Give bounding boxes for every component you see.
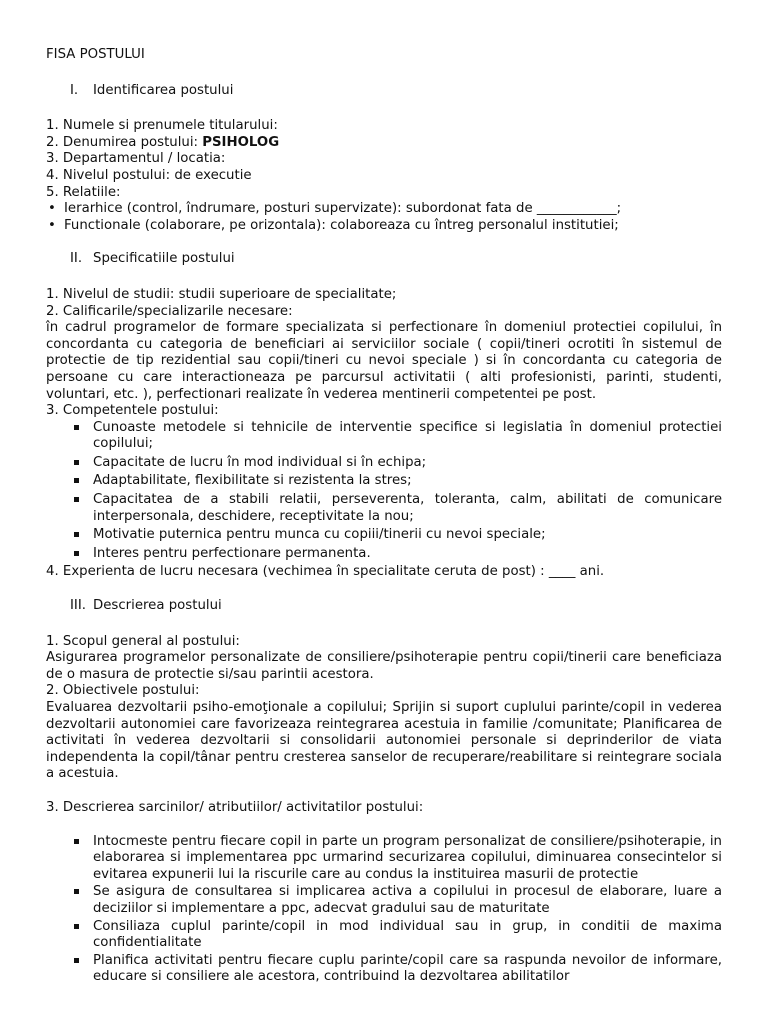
section-heading-identification <box>70 83 722 100</box>
competences-list <box>72 420 722 563</box>
field-line: 5. Relatiile: <box>46 184 121 200</box>
list-item: Consiliaza cuplul parinte/copil in mod individual sau in grup, in conditii de maxima confidentialitate <box>72 919 722 952</box>
list-item: Capacitate de lucru în mod individual si în echipa; <box>72 455 722 472</box>
document-title: FISA POSTULUI <box>46 47 145 62</box>
section-number: I. <box>70 82 79 98</box>
section-title: Specificatiile postului <box>93 251 235 267</box>
section-title: Descrierea postului <box>93 598 222 614</box>
field-line: 4. Experienta de lucru necesara (vechimea în specialitate ceruta de post) : ____ ani. <box>46 564 605 580</box>
field-line: 1. Scopul general al postului: <box>46 633 240 649</box>
section-number: III. <box>70 598 86 614</box>
list-item: Interes pentru perfectionare permanenta. <box>72 546 722 563</box>
list-item: Motivatie puternica pentru munca cu copiii/tinerii cu nevoi speciale; <box>72 527 722 544</box>
list-item: Intocmeste pentru fiecare copil in parte un program personalizat de consiliere/psihoterapie, in elaborarea si implementarea ppc urmarind securizarea copilului, diminuarea consecintelor si evitarea expunerii lui la riscurile care au condus la instituirea masurii de protectie <box>72 834 722 884</box>
relations-list <box>46 201 722 234</box>
section-number: II. <box>70 251 83 267</box>
field-line: 4. Nivelul postului: de executie <box>46 167 252 183</box>
field-line-job-name <box>46 135 722 152</box>
document-page <box>46 47 722 987</box>
qualifications-paragraph: în cadrul programelor de formare specializata si perfectionare în domeniul protectiei copilului, în concordanta cu categoria de beneficiari ai serviciilor sociale ( copii/tineri ocrotiti în sistemul de protectie de tip rezidential sau copii/tineri cu nevoi speciale ) si în concordanta cu categoria de persoane cu care interactioneaza pe parcursul activitatii ( alti profesionisti, parinti, studenti, voluntari, etc. ), perfectionari realizate în vederea mentinerii competentei pe post. <box>46 320 722 402</box>
list-item: Capacitatea de a stabili relatii, perseverenta, toleranta, calm, abilitati de comunicare interpersonala, deschidere, receptivitate la nou; <box>72 492 722 525</box>
field-line: 3. Departamentul / locatia: <box>46 151 226 167</box>
field-line: 1. Numele si prenumele titularului: <box>46 118 278 134</box>
field-line: 2. Obiectivele postului: <box>46 683 200 699</box>
list-item: Planifica activitati pentru fiecare cuplu parinte/copil care sa raspunda nevoilor de informare, educare si consiliere ale acestora, contribuind la dezvoltarea abilitatilor <box>72 953 722 986</box>
list-item: Se asigura de consultarea si implicarea activa a copilului in procesul de elaborare, luare a deciziilor si implementare a ppc, adecvat gradului sau de maturitate <box>72 884 722 917</box>
section-heading-specifications <box>70 251 722 268</box>
section-title: Identificarea postului <box>93 82 234 98</box>
job-title-value: PSIHOLOG <box>202 134 280 150</box>
list-item: • Ierarhice (control, îndrumare, posturi supervizate): subordonat fata de ____________; <box>46 201 722 218</box>
field-line: 3. Descrierea sarcinilor/ atributiilor/ activitatilor postului: <box>46 799 424 815</box>
field-line: 3. Competentele postului: <box>46 403 219 419</box>
tasks-list <box>72 834 722 986</box>
field-line: 2. Calificarile/specializarile necesare: <box>46 303 293 319</box>
field-line: 1. Nivelul de studii: studii superioare de specialitate; <box>46 286 397 302</box>
section-heading-description <box>70 598 722 615</box>
list-item: Cunoaste metodele si tehnicile de interventie specifice si legislatia în domeniul protectiei copilului; <box>72 420 722 453</box>
field-label: 2. Denumirea postului: <box>46 134 203 150</box>
general-purpose-paragraph: Asigurarea programelor personalizate de consiliere/psihoterapie pentru copii/tinerii care beneficiaza de o masura de protectie si/sau parintii acestora. <box>46 650 722 682</box>
list-item: • Functionale (colaborare, pe orizontala): colaboreaza cu întreg personalul institutiei; <box>46 218 722 235</box>
list-item: Adaptabilitate, flexibilitate si rezistenta la stres; <box>72 473 722 490</box>
objectives-paragraph: Evaluarea dezvoltarii psiho-emoţionale a copilului; Sprijin si suport cuplului parinte/copil in vederea dezvoltarii autonomiei care favorizeaza reintegrarea acestuia in familie /comunitate; Planificarea de activitati în vederea dezvoltarii si consolidarii autonomiei personale si deprinderilor de viata independenta la copil/tânar pentru cresterea sanselor de recuperare/reabilitare si reintegrare sociala a acestuia. <box>46 700 722 782</box>
